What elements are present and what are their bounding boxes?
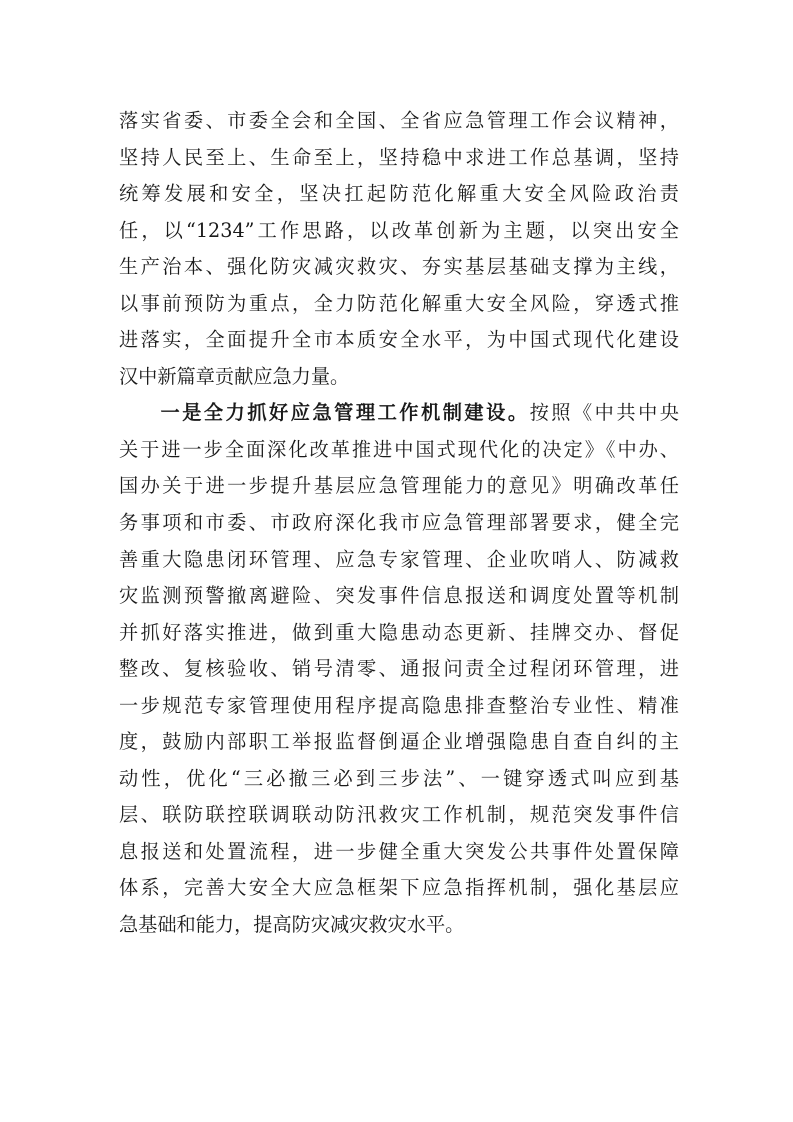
text-line: 进落实，全面提升全市本质安全水平，为中国式现代化建设 xyxy=(119,328,679,352)
text-line: 动性，优化“三必撤三必到三步法”、一键穿透式叫应到基 xyxy=(119,766,679,790)
text-line: 灾监测预警撤离避险、突发事件信息报送和调度处置等机制 xyxy=(119,584,679,608)
text-line: 汉中新篇章贡献应急力量。 xyxy=(119,364,350,388)
text-line: 整改、复核验收、销号清零、通报问责全过程闭环管理，进 xyxy=(119,657,679,681)
text-line: 一步规范专家管理使用程序提高隐患排查整治专业性、精准 xyxy=(119,693,679,717)
paragraph-lead-heading: 一是全力抓好应急管理工作机制建设。 xyxy=(158,401,530,425)
text-line: 善重大隐患闭环管理、应急专家管理、企业吹哨人、防减救 xyxy=(119,547,679,571)
text-run: 按照《中共中央 xyxy=(529,401,679,425)
text-line: 坚持人民至上、生命至上，坚持稳中求进工作总基调，坚持 xyxy=(119,145,679,169)
text-line: 并抓好落实推进，做到重大隐患动态更新、挂牌交办、督促 xyxy=(119,620,679,644)
text-line: 落实省委、市委全会和全国、全省应急管理工作会议精神， xyxy=(119,109,679,132)
text-line: 层、联防联控联调联动防汛救灾工作机制，规范突发事件信 xyxy=(119,803,679,827)
paragraph-1 xyxy=(119,103,679,395)
paragraph-2 xyxy=(119,395,679,943)
text-line: 以事前预防为重点，全力防范化解重大安全风险，穿透式推 xyxy=(119,291,679,315)
paragraph-first-line xyxy=(119,395,679,432)
text-line: 统筹发展和安全，坚决扛起防范化解重大安全风险政治责 xyxy=(119,182,679,206)
text-line: 务事项和市委、市政府深化我市应急管理部署要求，健全完 xyxy=(119,511,679,535)
text-line: 体系，完善大安全大应急框架下应急指挥机制，强化基层应 xyxy=(119,876,679,900)
text-line: 急基础和能力，提高防灾减灾救灾水平。 xyxy=(119,913,465,937)
text-line: 国办关于进一步提升基层应急管理能力的意见》明确改革任 xyxy=(119,474,679,498)
body-text xyxy=(119,103,679,944)
text-line: 生产治本、强化防灾减灾救灾、夯实基层基础支撑为主线， xyxy=(119,255,679,279)
text-line: 关于进一步全面深化改革推进中国式现代化的决定》《中办、 xyxy=(119,437,679,461)
text-line: 任，以“1234”工作思路，以改革创新为主题，以突出安全 xyxy=(119,218,679,242)
text-line: 度，鼓励内部职工举报监督倒逼企业增强隐患自查自纠的主 xyxy=(119,730,679,754)
text-line: 息报送和处置流程，进一步健全重大突发公共事件处置保障 xyxy=(119,839,679,863)
